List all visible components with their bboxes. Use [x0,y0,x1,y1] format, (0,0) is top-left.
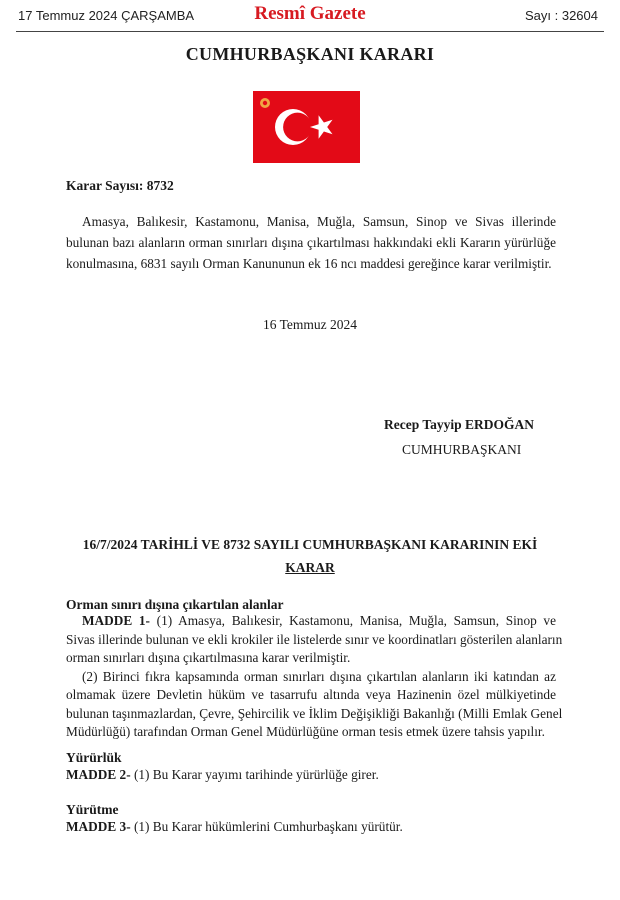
header-divider [16,31,604,32]
annex-subtitle: KARAR [285,560,335,575]
madde-1-para2-line: bulunan taşınmazlardan, Çevre, Şehircilik ve İklim Değişikliği Bakanlığı (Milli Emlak Genel [66,705,563,721]
signatory-name: Recep Tayyip ERDOĞAN [384,417,535,432]
madde-1-label: MADDE 1- [82,613,150,628]
madde-3-label: MADDE 3- [66,819,131,834]
document-title: CUMHURBAŞKANI KARARI [185,44,435,64]
gazette-header [0,0,620,32]
turkish-flag-icon [253,91,360,163]
section-heading-yurutme: Yürütme [66,802,119,817]
madde-2-line [66,766,556,785]
issue-number: Sayı : 32604 [525,8,598,23]
annex-title [0,533,620,579]
madde-1-para2-line: (2) Birinci fıkra kapsamında orman sınırları dışına çıkartılan alanların iki katından az [82,668,556,684]
madde-2-label: MADDE 2- [66,767,131,782]
intro-line: bulunan bazı alanların orman sınırları dışına çıkartılması hakkındaki ekli Kararın yürürlüğe [66,235,556,250]
decision-date: 16 Temmuz 2024 [262,317,358,332]
madde-1-line: Sivas illerinde bulunan ve ekli krokiler ile listelerde sınır ve koordinatları gösterilen alanların [66,631,563,647]
section-heading-orman: Orman sınırı dışına çıkartılan alanlar [66,597,284,612]
madde-1-line [66,612,556,631]
header-date: 17 Temmuz 2024 ÇARŞAMBA [18,8,195,23]
madde-3 [66,818,556,837]
madde-2 [66,766,556,785]
intro-line: Amasya, Balıkesir, Kastamonu, Manisa, Muğla, Samsun, Sinop ve Sivas illerinde [82,214,556,229]
signatory-title: CUMHURBAŞKANI [402,442,522,457]
intro-paragraph [66,211,556,274]
madde-2-text: (1) Bu Karar yayımı tarihinde yürürlüğe girer. [130,767,379,782]
decision-number: Karar Sayısı: 8732 [66,178,174,193]
madde-1-text: (1) Amasya, Balıkesir, Kastamonu, Manisa, Muğla, Samsun, Sinop ve [149,613,556,628]
madde-3-line [66,818,556,837]
madde-1 [66,612,563,742]
section-heading-yururluk: Yürürlük [66,750,122,765]
gazette-title: Resmî Gazete [254,3,366,24]
madde-1-para2-line: olmamak üzere Devletin hüküm ve tasarrufu altında veya Hazinenin özel mülkiyetinde [66,687,556,702]
madde-1-para2-line: Müdürlüğü) tarafından Orman Genel Müdürlüğüne orman tesis etmek üzere tahsis yapılır. [66,724,545,739]
intro-line: konulmasına, 6831 sayılı Orman Kanununun ek 16 ncı maddesi gereğince karar verilmiştir. [66,256,552,271]
annex-title-line: 16/7/2024 TARİHLİ VE 8732 SAYILI CUMHURBAŞKANI KARARININ EKİ [82,537,538,552]
madde-1-line: orman sınırları dışına çıkartılmasına karar verilmiştir. [66,650,351,665]
madde-3-text: (1) Bu Karar hükümlerini Cumhurbaşkanı yürütür. [130,819,403,834]
